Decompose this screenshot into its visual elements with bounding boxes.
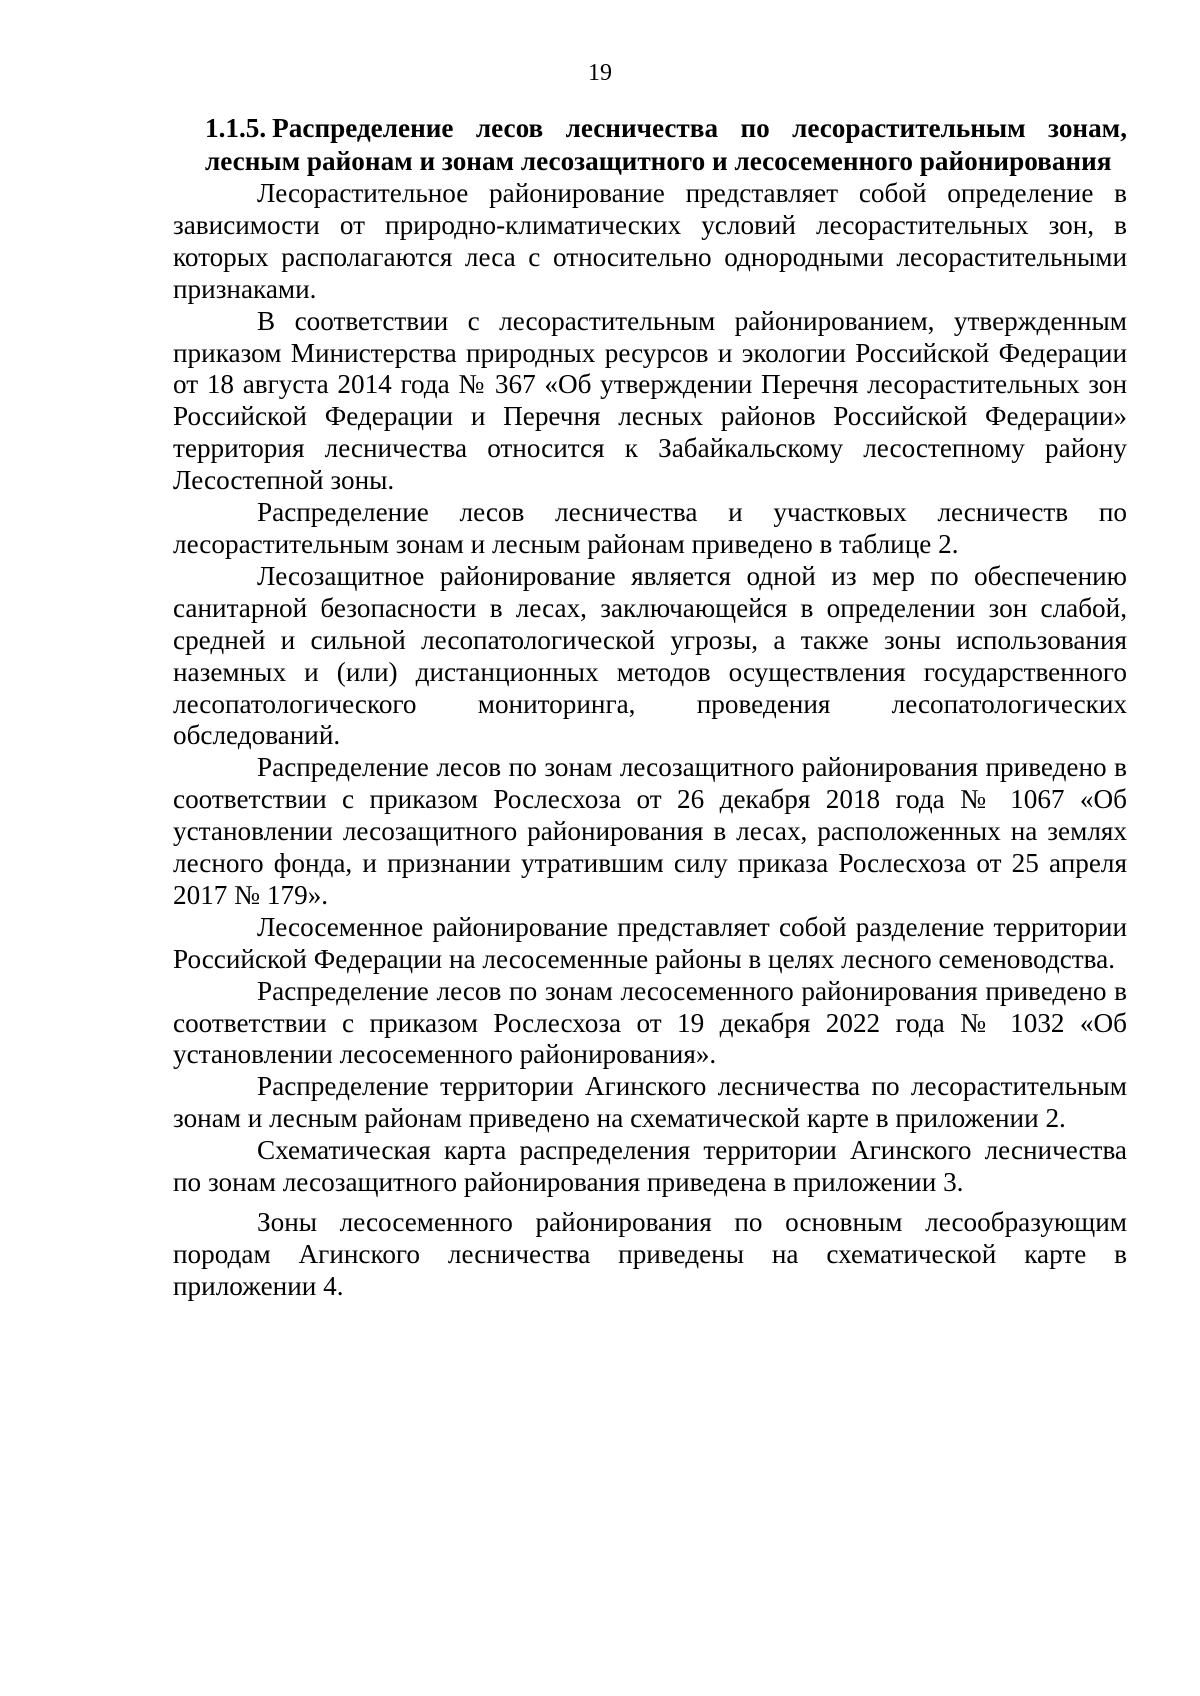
paragraph: Распределение лесов по зонам лесозащитного районирования приведено в соответствии с приказом Рослесхоза от 26 декабря 2018 года № 1067 «Об установлении лесозащитного районирования в лесах, расположенных на землях лесного фонда, и признании утратившим силу приказа Рослесхоза от 25 апреля 2017 № 179». bbox=[173, 752, 1127, 910]
section-number: 1.1.5. bbox=[205, 113, 267, 143]
page-number: 19 bbox=[588, 60, 612, 86]
paragraph: Зоны лесосеменного районирования по основным лесообразующим породам Агинского лесничества приведены на схематической карте в приложении 4. bbox=[173, 1207, 1127, 1301]
paragraph: Лесозащитное районирование является одной из мер по обеспечению санитарной безопасности в лесах, заключающейся в определении зон слабой, средней и сильной лесопатологической угрозы, а также зоны использования наземных и (или) дистанционных методов осуществления государственного лесопатологического мониторинга, проведения лесопатологических обследований. bbox=[173, 560, 1127, 751]
document-body bbox=[173, 112, 1127, 1303]
paragraph: Схематическая карта распределения территории Агинского лесничества по зонам лесозащитного районирования приведена в приложении 3. bbox=[173, 1135, 1127, 1198]
section-heading bbox=[173, 112, 1127, 178]
paragraph: Лесорастительное районирование представляет собой определение в зависимости от природно-климатических условий лесорастительных зон, в которых располагаются леса с относительно однородными лесорастительными признаками. bbox=[173, 178, 1127, 304]
paragraph: В соответствии с лесорастительным районированием, утвержденным приказом Министерства природных ресурсов и экологии Российской Федерации от 18 августа 2014 года № 367 «Об утверждении Перечня лесорастительных зон Российской Федерации и Перечня лесных районов Российской Федерации» территория лесничества относится к Забайкальскому лесостепному району Лесостепной зоны. bbox=[173, 305, 1127, 496]
paragraph: Лесосеменное районирование представляет собой разделение территории Российской Федерации на лесосеменные районы в целях лесного семеноводства. bbox=[173, 911, 1127, 974]
paragraph: Распределение лесов лесничества и участковых лесничеств по лесорастительным зонам и лесным районам приведено в таблице 2. bbox=[173, 497, 1127, 559]
section-title: Распределение лесов лесничества по лесорастительным зонам, лесным районам и зонам лесозащитного и лесосеменного районирования bbox=[205, 113, 1127, 176]
paragraph: Распределение лесов по зонам лесосеменного районирования приведено в соответствии с приказом Рослесхоза от 19 декабря 2022 года № 1032 «Об установлении лесосеменного районирования». bbox=[173, 975, 1127, 1070]
paragraph: Распределение территории Агинского лесничества по лесорастительным зонам и лесным районам приведено на схематической карте в приложении 2. bbox=[173, 1071, 1127, 1134]
